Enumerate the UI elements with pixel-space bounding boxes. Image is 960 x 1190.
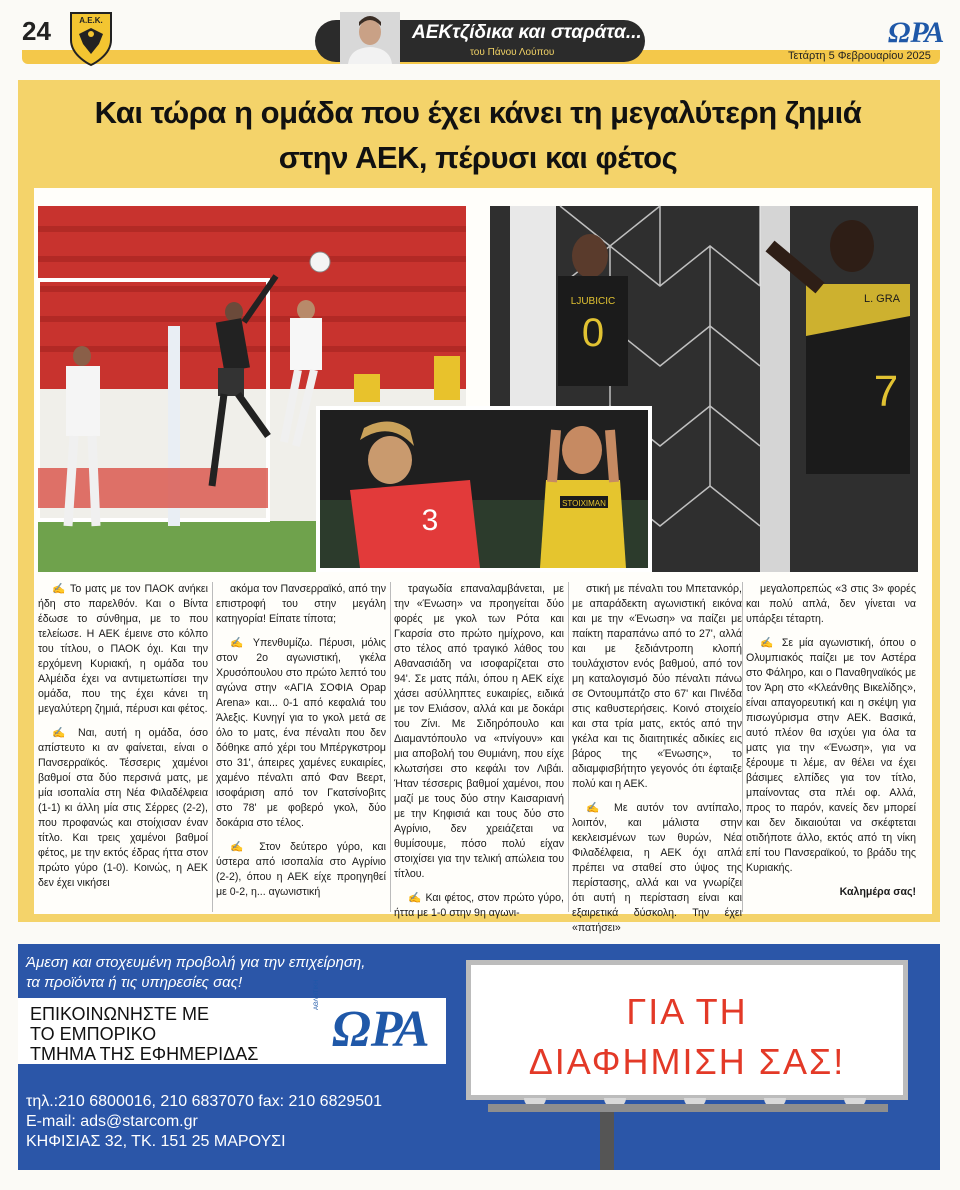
page-number: 24	[22, 16, 51, 46]
aek-crest-icon	[68, 10, 114, 68]
billboard-text	[471, 987, 903, 1087]
paragraph: ✍ Με αυτόν τον αντίπαλο, λοιπόν, και μάλιστα στην κεκλεισμένων των θυρών, Νέα Φιλαδέλφεια, η ΑΕΚ όχι απλά πρέπει να σταθεί στο ύψος της περίστασης, αλλά και να γνωρίζει ότι αυτή η περίσταση είναι και εξαιρετικά δύσκολη. Την έχει «πατήσει»	[572, 802, 742, 934]
paragraph: ✍ Ναι, αυτή η ομάδα, όσο απίστευτο κι αν φαίνεται, είναι ο Πανσερραϊκός. Τέσσερις χαμένοι βαθμοί στα δύο περσινά ματς, με μία ισοπαλία στη Νέα Φιλαδέλφεια (1-1) κι άλλη μία στις Σέρρες (2-2), που προφανώς και στοίχισαν έναν τίτλο. Και τρεις χαμένοι βαθμοί φέτος, με την εκτός έδρας ήττα στον πρώτο γύρο (1-0). Κοινώς, η ΑΕΚ δεν έχει νικήσει	[38, 727, 208, 889]
page-header	[0, 0, 960, 74]
article-column-1	[38, 582, 208, 914]
contact-line: ΤΟ ΕΜΠΟΡΙΚΟ	[30, 1024, 157, 1044]
jersey-sponsor: STOIXIMAN	[562, 499, 606, 508]
contact-heading	[30, 1004, 290, 1064]
crest-text: Α.Ε.Κ.	[79, 16, 103, 25]
jersey-number-1: 0	[581, 311, 605, 355]
paragraph: ✍ Σε μία αγωνιστική, όπου ο Ολυμπιακός παίζει με τον Αστέρα στο Φάληρο, και ο Παναθηναϊκός με τον Άρη στο «Κλεάνθης Βικελίδης», είναι απαγορευτική και η σκέψη για πισωγύρισμα στην ΑΕΚ. Βασικά, αυτό πλέον θα ισχύει για όλα τα ματς για την «Ένωση», για να ξέρουμε τι λέμε, αν θέλει να έχει βάσιμες ελπίδες για τον τίτλο, μπαίνοντας στα πλέι οφ. Αλλά, προς το παρόν, κανείς δεν μπορεί και δεν δικαιούται να σκέφτεται οτιδήποτε άλλο, εκτός από τη νίκη επί του Πανσεραϊκού, το βράδυ της Κυριακής.	[746, 637, 916, 874]
billboard-rail	[488, 1104, 888, 1112]
billboard-post	[600, 1112, 614, 1170]
billboard-line-2: ΔΙΑΦΗΜΙΣΗ ΣΑΣ!	[528, 1041, 846, 1082]
paragraph: ✍ Και φέτος, στον πρώτο γύρο, ήττα με 1-0 στην 9η αγωνι-	[394, 892, 564, 919]
author-photo	[340, 12, 400, 64]
jersey-number-red: 3	[421, 504, 439, 537]
billboard	[466, 960, 908, 1100]
column-title: ΑΕΚτζίδικα και σταράτα...	[412, 22, 642, 43]
ad-newspaper-logo: ΩΡΑ	[332, 1001, 430, 1058]
contact-line: ΕΠΙΚΟΙΝΩΝΗΣΤΕ ΜΕ	[30, 1004, 210, 1024]
paragraph: ✍ Στον δεύτερο γύρο, και ύστερα από ισοπαλία στο Αγρίνιο (2-2), όπου η ΑΕΚ είχε προηγηθεί με 0-2, η... αγωνιστική	[216, 841, 386, 898]
ad-tagline-1: Άμεση και στοχευμένη προβολή για την επιχείρηση,	[26, 954, 366, 971]
address-line: ΚΗΦΙΣΙΑΣ 32, ΤΚ. 151 25 ΜΑΡΟΥΣΙ	[26, 1133, 286, 1150]
phone-line: τηλ.:210 6800016, 210 6837070 fax: 210 6829501	[26, 1093, 382, 1110]
headline-line-1: Και τώρα η ομάδα που έχει κάνει τη μεγαλύτερη ζημιά	[94, 95, 862, 130]
paragraph: ✍ Το ματς με τον ΠΑΟΚ ανήκει ήδη στο παρελθόν. Και ο Βίντα έδωσε το σύνθημα, με το που τελείωσε. Η ΑΕΚ έμεινε στο κόλπο του τίτλου, ο ΠΑΟΚ όχι. Και την ερχόμενη Κυριακή, η ομάδα του Αλμέιδα έχει να αντιμετωπίσει την ομάδα, που της έχει κάνει τη μεγαλύτερη ζημιά, πέρυσι και φέτος.	[38, 583, 208, 715]
jersey-name-1: LJUBICIC	[570, 296, 616, 307]
column-divider	[390, 582, 391, 912]
headline-line-2: στην ΑΕΚ, πέρυσι και φέτος	[278, 140, 678, 175]
paragraph: τραγωδία επαναλαμβάνεται, με την «Ένωση» να προηγείται δύο φορές με γκολ των Ρότα και Γκαρσία στο πρώτο ημίχρονο, και στο τέλος από τραγικό λάθος του Αθανασιάδη να ισοφαρίζεται στο 94'. Σε ματς πάλι, όπου η ΑΕΚ είχε χάσει ασύλληπτες ευκαιρίες, ειδικά με τον Ελιάσον, αλλά και με δοκάρι του Ζίνι. Με Σιδηρόπουλο και Διαμαντόπουλο να «πνίγουν» και μια αποβολή του Θυμιάνη, που είχε κλωτσήσει στο κεφάλι τον Λιβάι. Ήταν τέσσερις βαθμοί χαμένοι, που μαζί με τους δύο στην Κaισαριανή με την Κηφισιά και τους δύο στο Αγρίνιο, δεν χρειάζεται να θυμίσουμε, πόσο πολύ είχαν στοιχίσει για την τελική απώλεια του τίτλου.	[394, 583, 564, 880]
paragraph: ✍ Υπενθυμίζω. Πέρυσι, μόλις στον 2ο αγωνιστική, γκέλα Χρυσόπουλου στο πρώτο λεπτό του αγώνα στην «ΑΓΙΑ ΣΟΦΙΑ Opap Arena» και... 0-1 από κεφαλιά του Άλεξις. Κυνηγί για το γκολ μετά σε όλο το ματς, ένα πέναλτι που δεν δόθηκε από χέρι του Μπέργκστρομ στο 31', άπειρες χαμένες ευκαιρίες, χαμένο πέναλτι από Φαν Βεερτ, ισοφάριση από τον Γκατσίνοβιτς στο 78' με φοβερό γκολ, δύο δοκάρια στο τέλος.	[216, 637, 386, 829]
author-portrait-icon	[340, 12, 400, 64]
brand-tag: ΑΘΛΗΤΙΚΗ	[314, 979, 320, 1010]
issue-date: Τετάρτη 5 Φεβρουαρίου 2025	[788, 50, 931, 62]
contact-line: ΤΜΗΜΑ ΤΗΣ ΕΦΗΜΕΡΙΔΑΣ	[30, 1044, 259, 1064]
ad-tagline-2: τα προϊόντα ή τις υπηρεσίες σας!	[26, 974, 243, 991]
advertisement	[18, 944, 940, 1170]
newspaper-logo: ΩΡΑ	[888, 16, 945, 49]
photo-aek-player-hands-on-head	[316, 406, 652, 572]
paragraph: μεγαλοπρεπώς «3 στις 3» φορές και πολύ απλά, δεν γίνεται να υπάρξει τέταρτη.	[746, 583, 916, 625]
column-divider	[742, 582, 743, 912]
paragraph: στική με πέναλτι του Μπετανκόρ, με απαράδεκτη αγωνιστική εικόνα και με την «Ένωση» να παίζει με παίκτη παραπάνω από το 27', αλλά και με ξεδιάντροπη κλοπή τουλάχιστον ενός βαθμού, από τον μη καταλογισμό δύο πέναλτι πάνω σε Οντουμπάτζο στο 67' και Πινέδα στις καθυστερήσεις. Κοινό στοιχείο και στα τρία ματς, εκτός από την γκέλα και τις διαιτητικές αδικίες εις βάρος της «Ένωσης», το αδιαμφισβήτητο γεγονός ότι έφταιξε πολύ και η ΑΕΚ.	[572, 583, 742, 790]
jersey-number-2: 7	[873, 367, 899, 416]
article-column-2	[216, 582, 386, 914]
article-headline	[38, 90, 918, 180]
column-divider	[212, 582, 213, 912]
player-closeup-icon	[320, 410, 648, 568]
paragraph: ακόμα τον Πανσερραϊκό, από την επιστροφή του στην μεγάλη κατηγορία! Είπατε τίποτα;	[216, 583, 386, 625]
email-line: E-mail: ads@starcom.gr	[26, 1113, 198, 1130]
column-divider	[568, 582, 569, 912]
article-column-3	[394, 582, 564, 919]
column-author: του Πάνου Λούπου	[470, 47, 555, 58]
ad-contact-details	[26, 1092, 382, 1152]
billboard-line-1: ΓΙΑ ΤΗ	[626, 991, 748, 1032]
article-column-4	[572, 582, 742, 934]
jersey-name-2: L. GRA	[863, 293, 901, 305]
article-column-5	[746, 582, 916, 914]
sign-off: Καλημέρα σας!	[839, 886, 916, 898]
article-columns	[38, 582, 916, 934]
